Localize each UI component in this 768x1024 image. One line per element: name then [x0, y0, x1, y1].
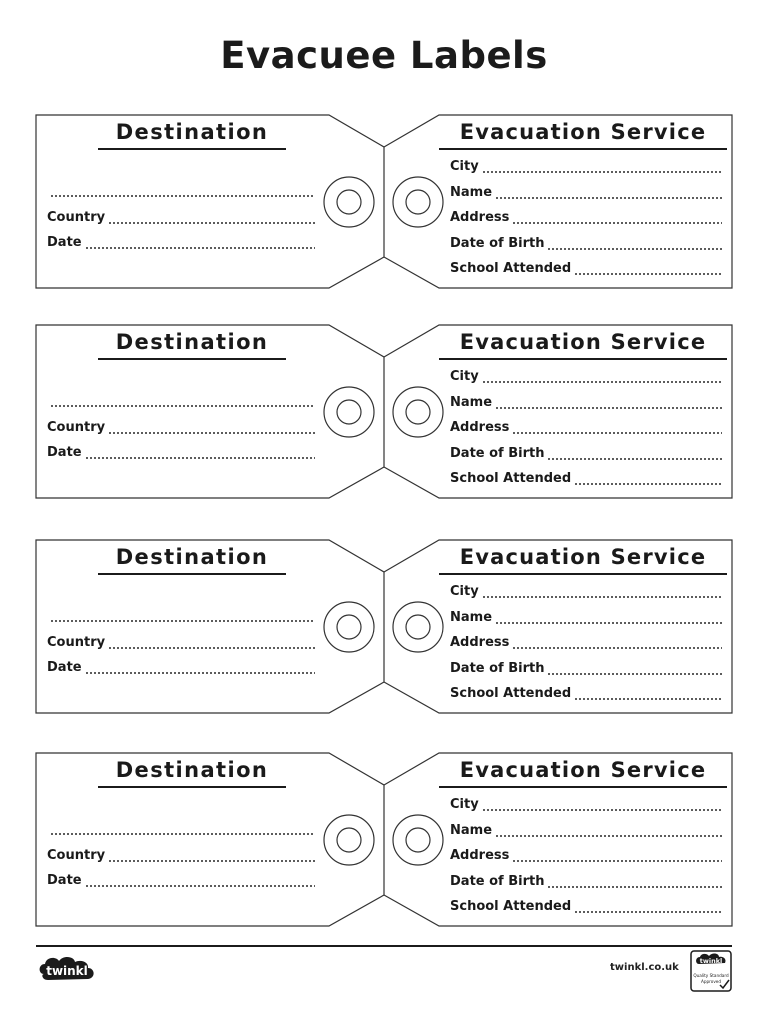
destination-eyelet: [337, 190, 361, 214]
evacuee-label: [0, 114, 768, 290]
service-heading: Evacuation Service: [439, 758, 727, 788]
service-field-line[interactable]: [450, 261, 722, 279]
dotted-fill-line: [547, 458, 722, 460]
service-eyelet: [393, 815, 443, 865]
dotted-fill-line: [574, 911, 722, 913]
destination-country-line[interactable]: [47, 210, 315, 228]
destination-eyelet: [337, 400, 361, 424]
quality-badge: [690, 950, 732, 992]
evacuee-label: [0, 539, 768, 715]
dotted-fill-line: [85, 457, 315, 459]
field-label: Address: [450, 420, 510, 435]
dotted-fill-line: [85, 672, 315, 674]
dotted-fill-line: [547, 886, 722, 888]
destination-country-line[interactable]: [47, 635, 315, 653]
field-label: City: [450, 584, 479, 599]
service-eyelet: [406, 828, 430, 852]
svg-text:twinkl: twinkl: [46, 964, 88, 978]
footer-site[interactable]: twinkl.co.uk: [610, 962, 679, 973]
service-field-line[interactable]: [450, 635, 722, 653]
service-field-line[interactable]: [450, 471, 722, 489]
field-label: School Attended: [450, 899, 572, 914]
field-label: Date of Birth: [450, 873, 545, 889]
dotted-fill-line: [108, 647, 315, 649]
dotted-fill-line: [85, 885, 315, 887]
service-field-line[interactable]: [450, 874, 722, 892]
dotted-fill-line: [547, 248, 722, 250]
dotted-fill-line: [108, 860, 315, 862]
destination-eyelet: [337, 615, 361, 639]
field-label: Country: [47, 420, 106, 435]
field-label: Country: [47, 210, 106, 225]
svg-text:twinkl: twinkl: [699, 957, 723, 965]
dotted-fill-line: [482, 809, 722, 811]
field-label: Name: [450, 609, 493, 625]
dotted-fill-line: [482, 596, 722, 598]
field-label: City: [450, 159, 479, 174]
destination-date-line[interactable]: [47, 660, 315, 678]
dotted-fill-line: [108, 222, 315, 224]
dotted-fill-line: [574, 483, 722, 485]
field-label: School Attended: [450, 471, 572, 486]
service-field-line[interactable]: [450, 446, 722, 464]
destination-eyelet: [337, 828, 361, 852]
dotted-fill-line: [547, 673, 722, 675]
dotted-fill-line: [482, 171, 722, 173]
service-field-line[interactable]: [450, 236, 722, 254]
service-field-line[interactable]: [450, 584, 722, 602]
service-field-line[interactable]: [450, 848, 722, 866]
service-field-line[interactable]: [450, 823, 722, 841]
service-field-line[interactable]: [450, 159, 722, 177]
service-eyelet: [393, 177, 443, 227]
destination-blank-line[interactable]: [47, 393, 315, 411]
destination-eyelet: [324, 815, 374, 865]
dotted-fill-line: [495, 197, 722, 199]
svg-text:Approved: Approved: [700, 979, 722, 984]
destination-blank-line[interactable]: [47, 821, 315, 839]
field-label: Address: [450, 635, 510, 650]
service-eyelet: [406, 615, 430, 639]
dotted-fill-line: [512, 222, 722, 224]
service-field-line[interactable]: [450, 899, 722, 917]
dotted-fill-line: [574, 698, 722, 700]
dotted-fill-line: [50, 195, 315, 197]
field-label: Date of Birth: [450, 445, 545, 461]
service-field-line[interactable]: [450, 395, 722, 413]
destination-heading: Destination: [98, 545, 286, 575]
dotted-fill-line: [50, 833, 315, 835]
service-heading: Evacuation Service: [439, 330, 727, 360]
destination-date-line[interactable]: [47, 445, 315, 463]
field-label: Name: [450, 822, 493, 838]
dotted-fill-line: [50, 620, 315, 622]
service-eyelet: [406, 190, 430, 214]
dotted-fill-line: [512, 647, 722, 649]
field-label: Date: [47, 235, 82, 250]
dotted-fill-line: [512, 432, 722, 434]
field-label: Date: [47, 873, 82, 888]
destination-date-line[interactable]: [47, 235, 315, 253]
dotted-fill-line: [108, 432, 315, 434]
destination-eyelet: [324, 177, 374, 227]
field-label: Country: [47, 848, 106, 863]
destination-heading: Destination: [98, 330, 286, 360]
service-field-line[interactable]: [450, 661, 722, 679]
field-label: Date of Birth: [450, 235, 545, 251]
field-label: Date: [47, 660, 82, 675]
field-label: Name: [450, 184, 493, 200]
service-eyelet: [393, 602, 443, 652]
dotted-fill-line: [85, 247, 315, 249]
dotted-fill-line: [574, 273, 722, 275]
field-label: School Attended: [450, 686, 572, 701]
field-label: Address: [450, 848, 510, 863]
destination-eyelet: [324, 602, 374, 652]
service-field-line[interactable]: [450, 185, 722, 203]
destination-heading: Destination: [98, 758, 286, 788]
destination-country-line[interactable]: [47, 848, 315, 866]
destination-heading: Destination: [98, 120, 286, 150]
service-field-line[interactable]: [450, 797, 722, 815]
dotted-fill-line: [512, 860, 722, 862]
field-label: City: [450, 797, 479, 812]
destination-eyelet: [324, 387, 374, 437]
field-label: Date of Birth: [450, 660, 545, 676]
field-label: Address: [450, 210, 510, 225]
footer-divider: [36, 945, 732, 947]
dotted-fill-line: [495, 622, 722, 624]
dotted-fill-line: [50, 405, 315, 407]
destination-country-line[interactable]: [47, 420, 315, 438]
dotted-fill-line: [495, 835, 722, 837]
field-label: Name: [450, 394, 493, 410]
dotted-fill-line: [482, 381, 722, 383]
service-eyelet: [406, 400, 430, 424]
page-title: Evacuee Labels: [220, 34, 548, 77]
service-heading: Evacuation Service: [439, 120, 727, 150]
service-field-line[interactable]: [450, 369, 722, 387]
destination-blank-line[interactable]: [47, 608, 315, 626]
service-field-line[interactable]: [450, 610, 722, 628]
svg-text:Quality Standard: Quality Standard: [693, 973, 729, 978]
evacuee-label: [0, 324, 768, 500]
service-eyelet: [393, 387, 443, 437]
evacuee-label: [0, 752, 768, 928]
field-label: School Attended: [450, 261, 572, 276]
field-label: City: [450, 369, 479, 384]
service-field-line[interactable]: [450, 686, 722, 704]
twinkl-logo: [36, 952, 100, 988]
destination-date-line[interactable]: [47, 873, 315, 891]
destination-blank-line[interactable]: [47, 183, 315, 201]
dotted-fill-line: [495, 407, 722, 409]
service-field-line[interactable]: [450, 210, 722, 228]
field-label: Country: [47, 635, 106, 650]
service-heading: Evacuation Service: [439, 545, 727, 575]
field-label: Date: [47, 445, 82, 460]
service-field-line[interactable]: [450, 420, 722, 438]
